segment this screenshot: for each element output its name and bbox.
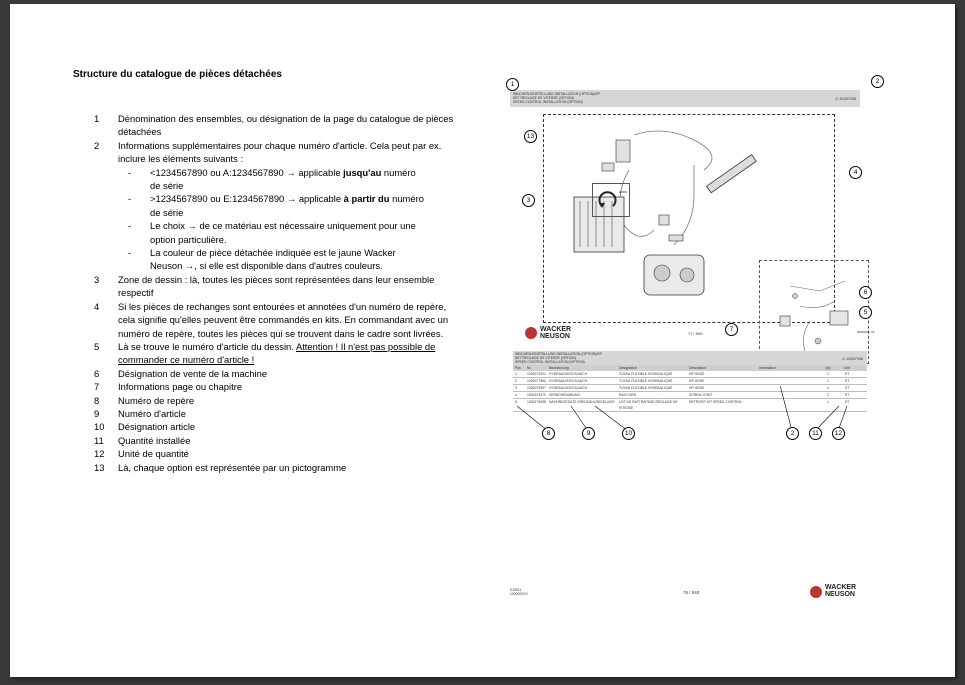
legend-item xyxy=(94,394,454,407)
table-row: 4 1000123370 VERSCHRAUBUNG RACCORD SCREW JOINT 2 ST xyxy=(513,392,867,399)
callout-6: 6 xyxy=(859,286,872,299)
drawing-zone xyxy=(543,114,835,323)
callout-2: 2 xyxy=(871,75,884,88)
speed-control-icon xyxy=(593,184,629,216)
drawing-number: 0000000 / 00 xyxy=(857,330,875,334)
callout-7: 7 xyxy=(725,323,738,336)
bullet-dash: - xyxy=(128,166,132,178)
subitem-bold: jusqu'au xyxy=(343,166,382,178)
legend-number: 3 xyxy=(94,273,100,285)
subitem-bold: à partir du xyxy=(343,193,390,205)
legend-number: 7 xyxy=(94,381,100,393)
col-header: Nr. xyxy=(527,366,532,370)
document-page xyxy=(10,4,955,677)
page-reference: 77 / 540 xyxy=(688,331,703,336)
callout-8: 8 xyxy=(542,427,555,440)
wacker-neuson-logo-icon xyxy=(810,586,822,598)
legend-subitem xyxy=(128,166,424,193)
legend-text: Là, chaque option est représentée par un pictogramme xyxy=(118,461,347,473)
legend-text: Si les pièces de rechanges sont entourées et annotées d'un numéro de repère, cela signifie qu'elles peuvent être commandés en kits. En commandant avec un numéro de repère, toutes les pièces qui se trouvent dans le cadre sont livrées. xyxy=(118,300,449,339)
header-code: C 4020/768 xyxy=(835,96,856,101)
legend-warning: Attention ! Il n'est pas possible de commander ce numéro d'article ! xyxy=(118,340,436,366)
subitem-text: <1234567890 ou A:1234567890 → applicable xyxy=(150,166,344,178)
legend-item xyxy=(94,420,454,433)
table-row: 1 1000071001 HYDRAULIKSCHLAUCH TUYAU FLEXIBLE HYDRAULIQUE HP HOSE 1 ST xyxy=(513,371,867,378)
callout-2-table: 2 xyxy=(786,427,799,440)
legend-item xyxy=(94,300,454,340)
assembly-header-bar xyxy=(510,90,860,107)
brand-logo: WACKER NEUSON xyxy=(540,326,572,340)
callout-4: 4 xyxy=(849,166,862,179)
bullet-dash: - xyxy=(128,220,132,232)
legend-number: 10 xyxy=(94,421,105,433)
header-line: WEICHEN-EINSTELLUNG INSTALLATION (OPTION)/SP xyxy=(513,92,600,96)
legend-number: 8 xyxy=(94,394,100,406)
table-row: 5 1000178098 NACHRÜSTSATZ DREHZAHLREGELUNG LOT DE RATTRAPAGE RÉGLAGE DE VITESSE RETROFIT KIT SPEED CONTROL 1 ST xyxy=(513,399,867,412)
legend-text: Désignation de vente de la machine xyxy=(118,367,268,379)
legend-number: 12 xyxy=(94,448,105,460)
legend-text: Quantité installée xyxy=(118,434,191,446)
callout-10: 10 xyxy=(622,427,635,440)
header-line: WEICHEN-EINSTELLUNG INSTALLATION (OPTION)/SP xyxy=(515,352,602,356)
legend-text: Informations supplémentaires pour chaque numéro d'article. Cela peut par ex. inclure les éléments suivants : xyxy=(118,139,442,165)
table-row: 2 1000077960 HYDRAULIKSCHLAUCH TUYAU FLEXIBLE HYDRAULIQUE HP HOSE 1 ST xyxy=(513,378,867,385)
callout-9: 9 xyxy=(582,427,595,440)
legend-number: 13 xyxy=(94,461,105,473)
col-header: Pos xyxy=(515,366,521,370)
callout-1: 1 xyxy=(506,78,519,91)
legend-number: 2 xyxy=(94,139,100,151)
callout-5: 5 xyxy=(859,306,872,319)
catalogue-example xyxy=(505,66,895,606)
legend-number: 6 xyxy=(94,367,100,379)
col-header: Qty xyxy=(825,366,831,370)
col-header: Information xyxy=(759,366,776,370)
header-line: SET REGLAGE DE VITESSE (OPTION) xyxy=(515,356,576,360)
legend-subitem xyxy=(128,246,424,273)
legend-item xyxy=(94,434,454,447)
callout-11: 11 xyxy=(809,427,822,440)
footer-page-number: 76 / 540 xyxy=(683,590,700,595)
legend-number: 4 xyxy=(94,300,100,312)
page-title: Structure du catalogue de pièces détachées xyxy=(73,69,282,80)
kit-detail-box xyxy=(759,260,869,364)
legend-text: Unité de quantité xyxy=(118,448,189,460)
legend-text: Informations page ou chapitre xyxy=(118,381,243,393)
wacker-neuson-logo-icon xyxy=(525,327,537,339)
legend-item xyxy=(94,112,454,139)
legend-item xyxy=(94,340,454,367)
pictogram-label: kit/KS xyxy=(619,190,627,194)
table-header-bar xyxy=(513,351,867,365)
legend-text: Là se trouve le numéro d'article du dessin. xyxy=(118,340,296,352)
option-pictogram xyxy=(592,183,630,217)
legend-item xyxy=(94,139,454,166)
header-line: SPEED CONTROL INSTALLATION (OPTION) xyxy=(515,360,585,364)
footer-left: E15011 1000000XX xyxy=(510,588,528,596)
legend-item xyxy=(94,367,454,380)
subitem-text: numéro de série xyxy=(150,193,424,218)
subitem-text: numéro de série xyxy=(150,166,416,192)
header-line: SET REGLAGE DE VITESSE (OPTION) xyxy=(513,96,574,100)
legend-text: Zone de dessin : là, toutes les pièces sont représentées dans leur ensemble respectif xyxy=(118,273,435,299)
header-code: C 4020/768 xyxy=(842,356,863,361)
col-header: Description xyxy=(689,366,706,370)
legend-item xyxy=(94,447,454,460)
legend-text: Numéro de repère xyxy=(118,394,195,406)
col-header: Bezeichnung xyxy=(549,366,569,370)
legend-text: Désignation article xyxy=(118,421,196,433)
header-line: SPEED CONTROL INSTALLATION (OPTION) xyxy=(513,100,583,104)
legend-text: Numéro d'article xyxy=(118,407,186,419)
brand-logo-footer: WACKER NEUSON xyxy=(825,584,857,598)
callout-12: 12 xyxy=(832,427,845,440)
legend-list xyxy=(94,112,454,474)
bullet-dash: - xyxy=(128,193,132,205)
legend-item xyxy=(94,273,454,300)
legend-number: 1 xyxy=(94,113,100,124)
legend-number: 11 xyxy=(94,434,104,446)
legend-item xyxy=(94,461,454,474)
subitem-text: La couleur de pièce détachée indiquée est le jaune Wacker Neuson →, si elle est disponible dans d'autres couleurs. xyxy=(150,247,396,272)
subitem-text: Le choix → de ce matériau est nécessaire uniquement pour une option particulière. xyxy=(150,220,416,245)
legend-item xyxy=(94,407,454,420)
legend-number: 5 xyxy=(94,340,100,352)
col-header: Unit xyxy=(843,366,851,370)
bullet-dash: - xyxy=(128,247,132,259)
table-row: 3 1000079397 HYDRAULIKSCHLAUCH TUYAU FLEXIBLE HYDRAULIQUE HP HOSE 1 ST xyxy=(513,385,867,392)
subitem-text: >1234567890 ou E:1234567890 → applicable xyxy=(150,193,344,205)
callout-13: 13 xyxy=(524,130,537,143)
legend-subitem xyxy=(128,192,424,219)
kit-detail-drawing xyxy=(760,261,868,363)
col-header: Désignation xyxy=(619,366,637,370)
legend-subitem xyxy=(128,219,424,246)
legend-item xyxy=(94,380,454,393)
callout-3: 3 xyxy=(522,194,535,207)
legend-text: Dénomination des ensembles, ou désignation de la page du catalogue de pièces détachées xyxy=(118,113,454,138)
legend-number: 9 xyxy=(94,407,100,419)
